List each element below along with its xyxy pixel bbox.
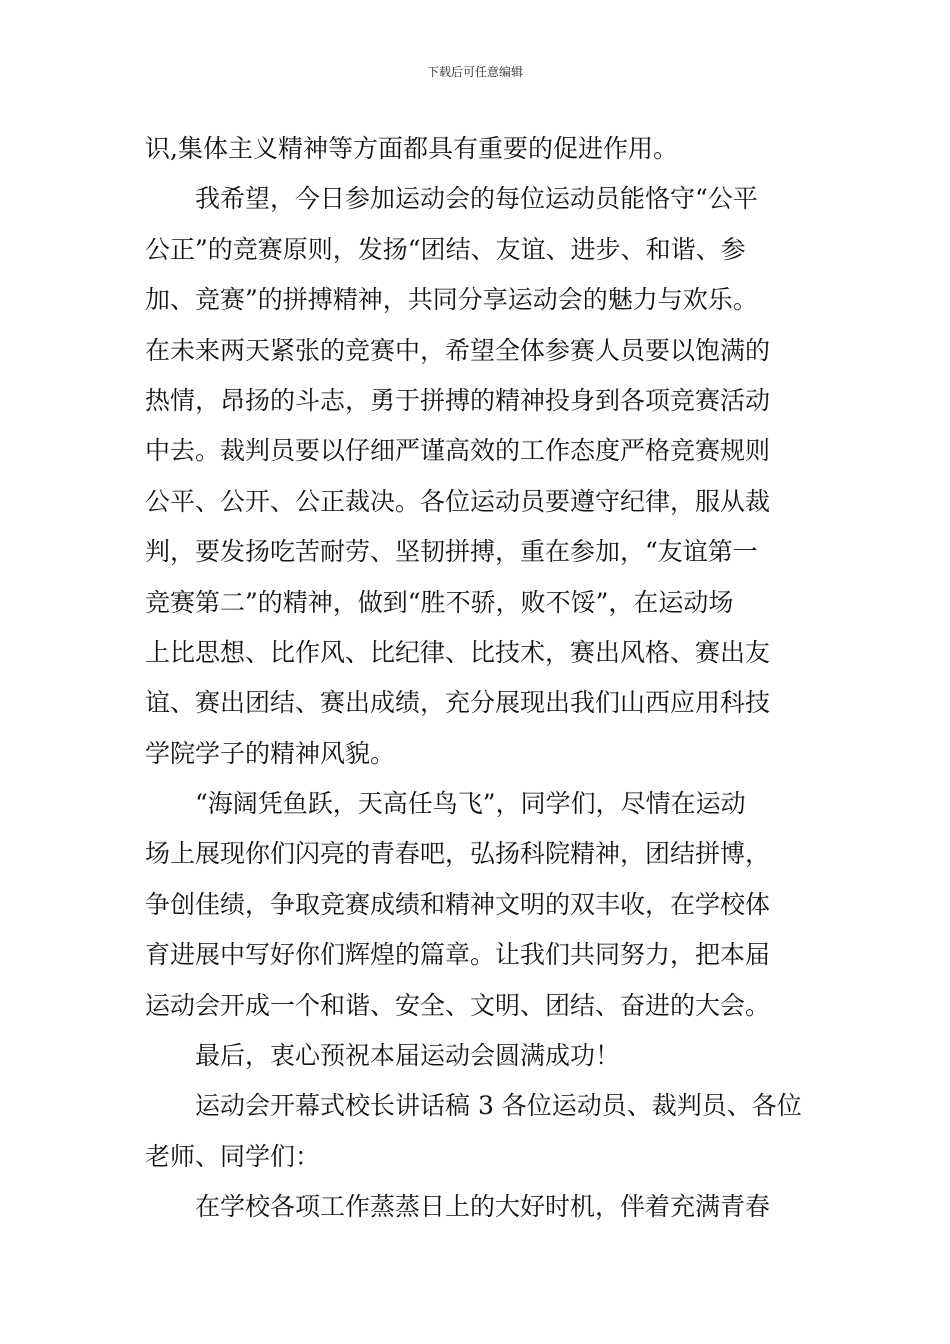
text-line: 最后，衷心预祝本届运动会圆满成功！ bbox=[195, 1041, 621, 1071]
text-line: 运动会开幕式校长讲话稿 3 各位运动员、裁判员、各位 bbox=[195, 1091, 802, 1121]
text-line: 育进展中写好你们辉煌的篇章。让我们共同努力，把本届 bbox=[145, 940, 771, 970]
text-line: 公平、公开、公正裁决。各位运动员要遵守纪律，服从裁 bbox=[145, 486, 771, 516]
text-line: 热情，昂扬的斗志，勇于拼搏的精神投身到各项竞赛活动 bbox=[145, 385, 771, 415]
text-line: 争创佳绩，争取竞赛成绩和精神文明的双丰收，在学校体 bbox=[145, 889, 771, 919]
text-line: 竞赛第二”的精神，做到“胜不骄，败不馁”，在运动场 bbox=[145, 587, 734, 617]
text-line: 判，要发扬吃苦耐劳、坚韧拼搏，重在参加，“友谊第一 bbox=[145, 537, 758, 567]
document-body bbox=[145, 124, 807, 1233]
text-line: 公正”的竞赛原则，发扬“团结、友谊、进步、和谐、参 bbox=[145, 234, 746, 264]
text-line: 学院学子的精神风貌。 bbox=[145, 738, 396, 768]
text-line: 上比思想、比作风、比纪律、比技术，赛出风格、赛出友 bbox=[145, 637, 771, 667]
text-line: 在未来两天紧张的竞赛中，希望全体参赛人员要以饱满的 bbox=[145, 335, 771, 365]
page-header: 下载后可任意编辑 bbox=[426, 65, 523, 79]
text-line: 谊、赛出团结、赛出成绩，充分展现出我们山西应用科技 bbox=[145, 688, 771, 718]
text-line: “海阔凭鱼跃，天高任鸟飞”，同学们，尽情在运动 bbox=[195, 789, 746, 819]
text-line: 运动会开成一个和谐、安全、文明、团结、奋进的大会。 bbox=[145, 990, 771, 1020]
text-line: 老师、同学们： bbox=[145, 1141, 321, 1171]
text-line: 在学校各项工作蒸蒸日上的大好时机，伴着充满青春 bbox=[195, 1192, 771, 1222]
text-line: 中去。裁判员要以仔细严谨高效的工作态度严格竞赛规则 bbox=[145, 436, 771, 466]
text-line: 加、竞赛”的拼搏精神，共同分享运动会的魅力与欢乐。 bbox=[145, 285, 758, 315]
text-line: 场上展现你们闪亮的青春吧，弘扬科院精神，团结拼博， bbox=[145, 839, 771, 869]
text-line: 识,集体主义精神等方面都具有重要的促进作用。 bbox=[145, 134, 678, 163]
text-line: 我希望，今日参加运动会的每位运动员能恪守“公平 bbox=[195, 184, 758, 214]
